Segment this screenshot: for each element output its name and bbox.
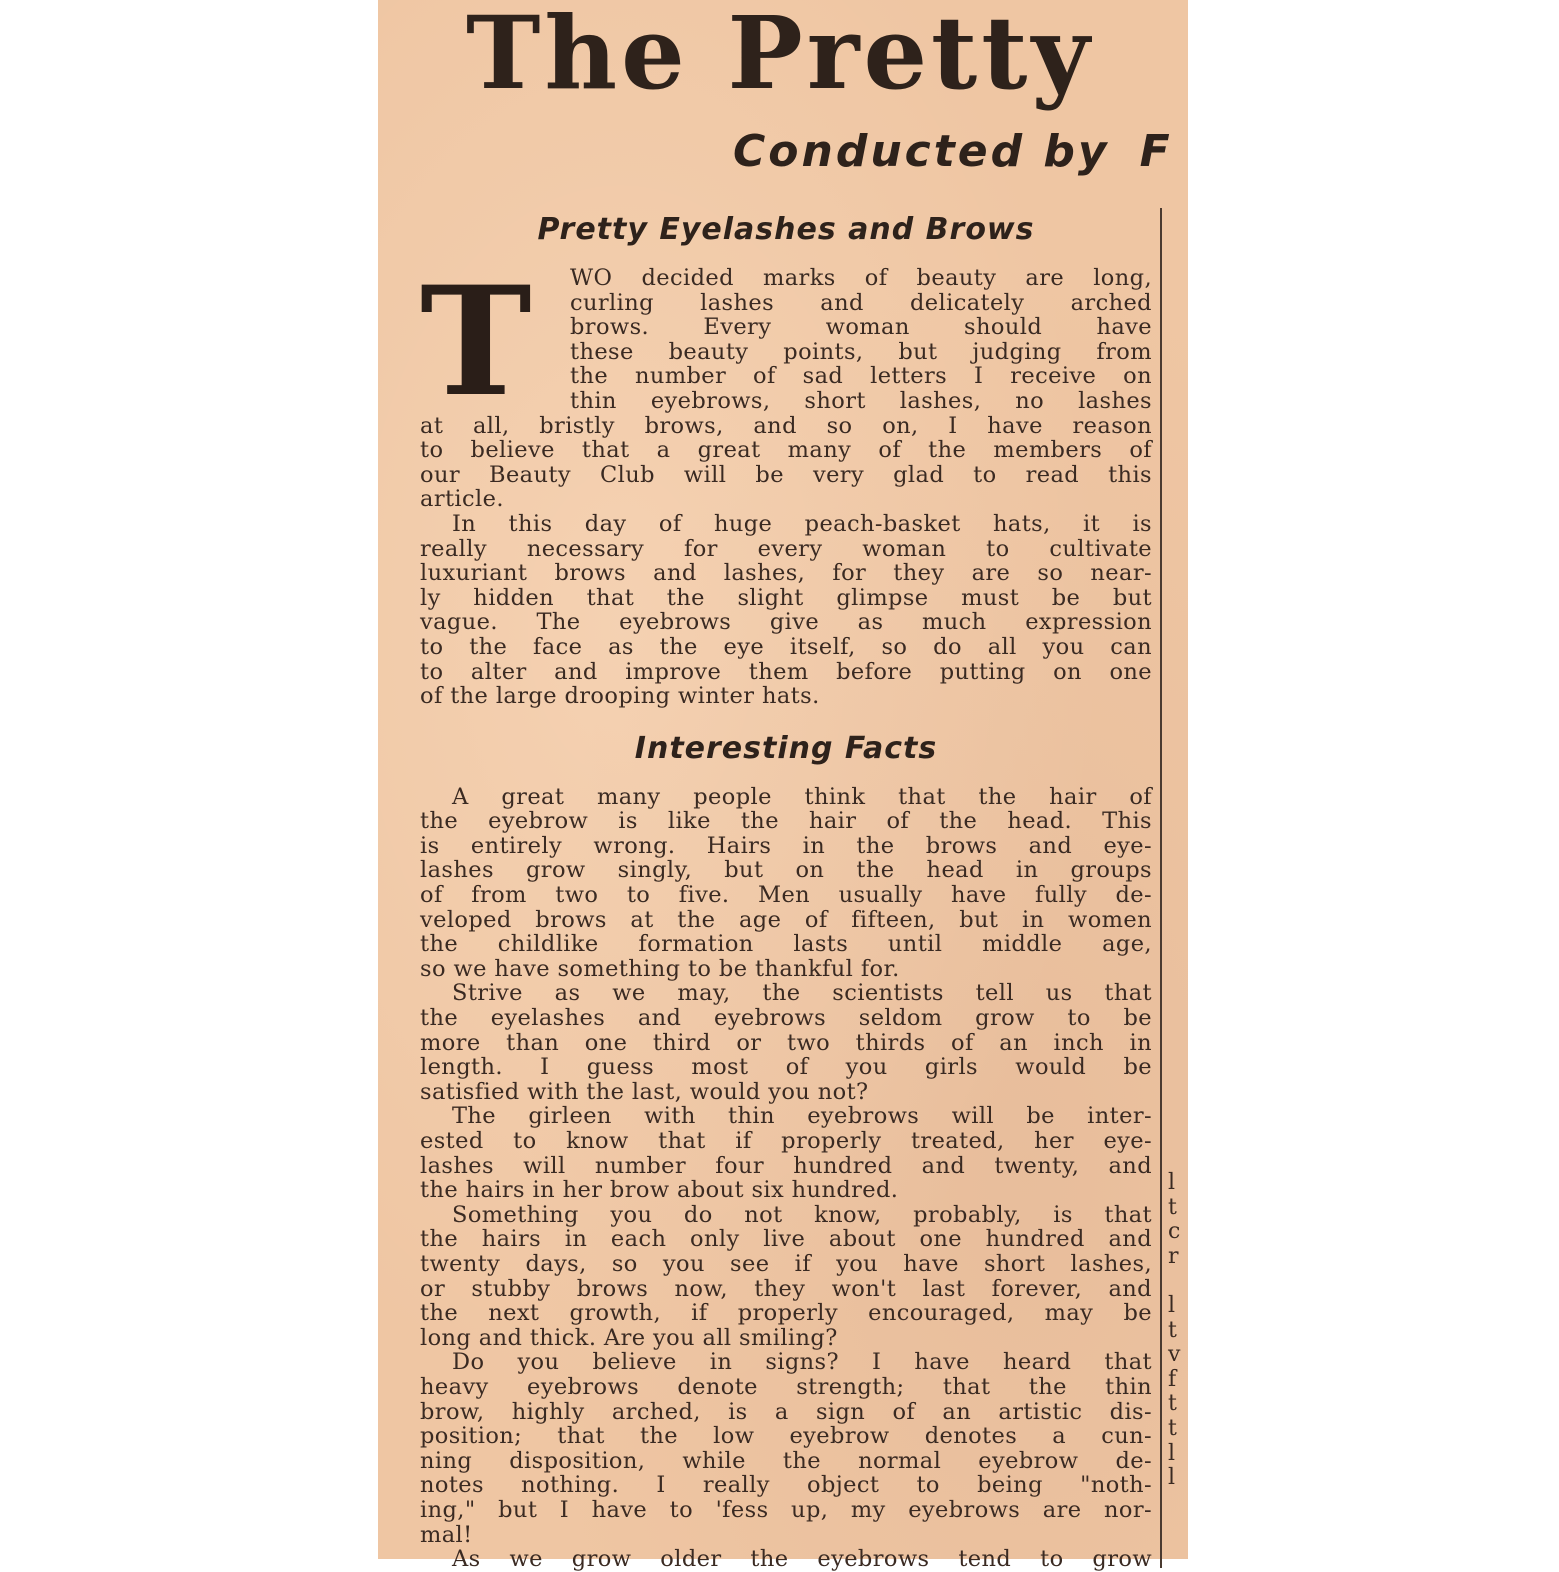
section-body xyxy=(420,785,1152,1572)
fragment-letter: r xyxy=(1168,1243,1179,1269)
section-title: Pretty Eyelashes and Brows xyxy=(537,212,1035,247)
byline xyxy=(733,126,1173,177)
fragment-letter xyxy=(1168,1268,1188,1293)
text-line: the hairs in each only live about one hundred and xyxy=(420,1226,1152,1253)
text-line: thin eyebrows, short lashes, no lashes xyxy=(570,387,1152,414)
text-line: Strive as we may, the scientists tell us that xyxy=(452,980,1152,1007)
headline: The Pretty xyxy=(466,0,1094,112)
paragraph xyxy=(420,512,1152,709)
fragment-letter: f xyxy=(1168,1366,1177,1392)
text-line: brows. Every woman should have xyxy=(570,314,1152,341)
text-line: the next growth, if properly encouraged, may be xyxy=(420,1300,1152,1327)
lead-paragraph xyxy=(420,254,1152,513)
fragment-letter: l xyxy=(1168,1170,1176,1195)
fragment-letter: l xyxy=(1168,1292,1176,1318)
text-line: of from two to five. Men usually have fully de- xyxy=(420,882,1152,909)
text-line: position; that the low eyebrow denotes a cun- xyxy=(420,1423,1152,1450)
text-line: the eyelashes and eyebrows seldom grow to be xyxy=(420,1005,1152,1032)
text-line: these beauty points, but judging from xyxy=(570,338,1152,365)
text-line: A great many people think that the hair of xyxy=(452,783,1152,810)
text-line: so we have something to be thankful for. xyxy=(420,955,900,982)
paragraph xyxy=(420,785,1152,982)
text-line: In this day of huge peach-basket hats, it is xyxy=(452,510,1152,537)
fragment-letter: t xyxy=(1168,1415,1177,1441)
fragment-letter: c xyxy=(1168,1219,1181,1245)
text-line: ning disposition, while the normal eyebrow de- xyxy=(420,1447,1152,1474)
text-line: luxuriant brows and lashes, for they are so near- xyxy=(420,560,1152,587)
fragment-letter: l xyxy=(1168,1465,1176,1491)
text-line: ly hidden that the slight glimpse must be but xyxy=(420,584,1152,611)
text-line: notes nothing. I really object to being "noth- xyxy=(420,1472,1152,1499)
byline-text: Conducted by xyxy=(733,126,1110,177)
text-line: the number of sad letters I receive on xyxy=(570,363,1152,390)
text-line: The girleen with thin eyebrows will be inter- xyxy=(452,1103,1152,1130)
text-line: more than one third or two thirds of an inch in xyxy=(420,1029,1152,1056)
text-line: or stubby brows now, they won't last forever, and xyxy=(420,1275,1152,1302)
text-line: to alter and improve them before putting on one xyxy=(420,658,1152,685)
adjacent-column-fragment xyxy=(1168,1170,1188,1570)
paragraph xyxy=(420,1203,1152,1351)
newspaper-clipping xyxy=(378,0,1188,1572)
text-line: As we grow older the eyebrows tend to grow xyxy=(452,1546,1152,1572)
text-line: Something you do not know, probably, is that xyxy=(452,1201,1152,1228)
section-title: Interesting Facts xyxy=(634,730,938,766)
text-line: the childlike formation lasts until middle age, xyxy=(420,931,1152,958)
text-line: Do you believe in signs? I have heard that xyxy=(452,1349,1152,1376)
text-line: of the large drooping winter hats. xyxy=(420,683,820,710)
text-line: the hairs in her brow about six hundred. xyxy=(420,1177,899,1204)
paragraph xyxy=(420,981,1152,1104)
text-line: article. xyxy=(420,486,504,513)
paragraph xyxy=(420,1104,1152,1202)
text-line: lashes grow singly, but on the head in groups xyxy=(420,857,1152,884)
text-line: mal! xyxy=(420,1521,473,1548)
text-line: is entirely wrong. Hairs in the brows and eye- xyxy=(420,832,1152,859)
text-line: twenty days, so you see if you have short lashes, xyxy=(420,1250,1152,1277)
text-line: our Beauty Club will be very glad to read this xyxy=(420,461,1152,488)
text-line: long and thick. Are you all smiling? xyxy=(420,1324,838,1351)
column-rule xyxy=(1160,208,1162,1568)
text-line: to the face as the eye itself, so do all you can xyxy=(420,633,1152,660)
text-line: ing," but I have to 'fess up, my eyebrows are nor- xyxy=(420,1496,1152,1523)
fragment-letter: t xyxy=(1168,1391,1177,1417)
text-line: ested to know that if properly treated, her eye- xyxy=(420,1128,1152,1154)
text-line: lashes will number four hundred and twenty, and xyxy=(420,1152,1152,1179)
fragment-letter: l xyxy=(1168,1440,1176,1466)
fragment-letter: t xyxy=(1168,1194,1177,1220)
text-line: curling lashes and delicately arched xyxy=(570,289,1152,316)
text-line: length. I guess most of you girls would be xyxy=(420,1054,1152,1081)
text-line: WO decided marks of beauty are long, xyxy=(570,265,1152,291)
text-line: satisfied with the last, would you not? xyxy=(420,1078,869,1105)
text-line: really necessary for every woman to cultivate xyxy=(420,535,1152,562)
paragraph xyxy=(420,1547,1152,1572)
text-line: vague. The eyebrows give as much expression xyxy=(420,609,1152,636)
drop-cap: T xyxy=(420,254,532,430)
byline-trailing-initial: F xyxy=(1139,126,1173,177)
fragment-letter: t xyxy=(1168,1317,1177,1343)
text-line: veloped brows at the age of fifteen, but in women xyxy=(420,906,1152,933)
article-column xyxy=(420,210,1152,1572)
text-line: the eyebrow is like the hair of the head. This xyxy=(420,808,1152,835)
fragment-letter: v xyxy=(1168,1342,1181,1368)
text-line: brow, highly arched, is a sign of an artistic dis- xyxy=(420,1398,1152,1425)
text-line: to believe that a great many of the members of xyxy=(420,437,1152,464)
text-line: heavy eyebrows denote strength; that the thin xyxy=(420,1373,1152,1400)
paragraph xyxy=(420,1350,1152,1547)
text-line: at all, bristly brows, and so on, I have reason xyxy=(420,412,1152,439)
